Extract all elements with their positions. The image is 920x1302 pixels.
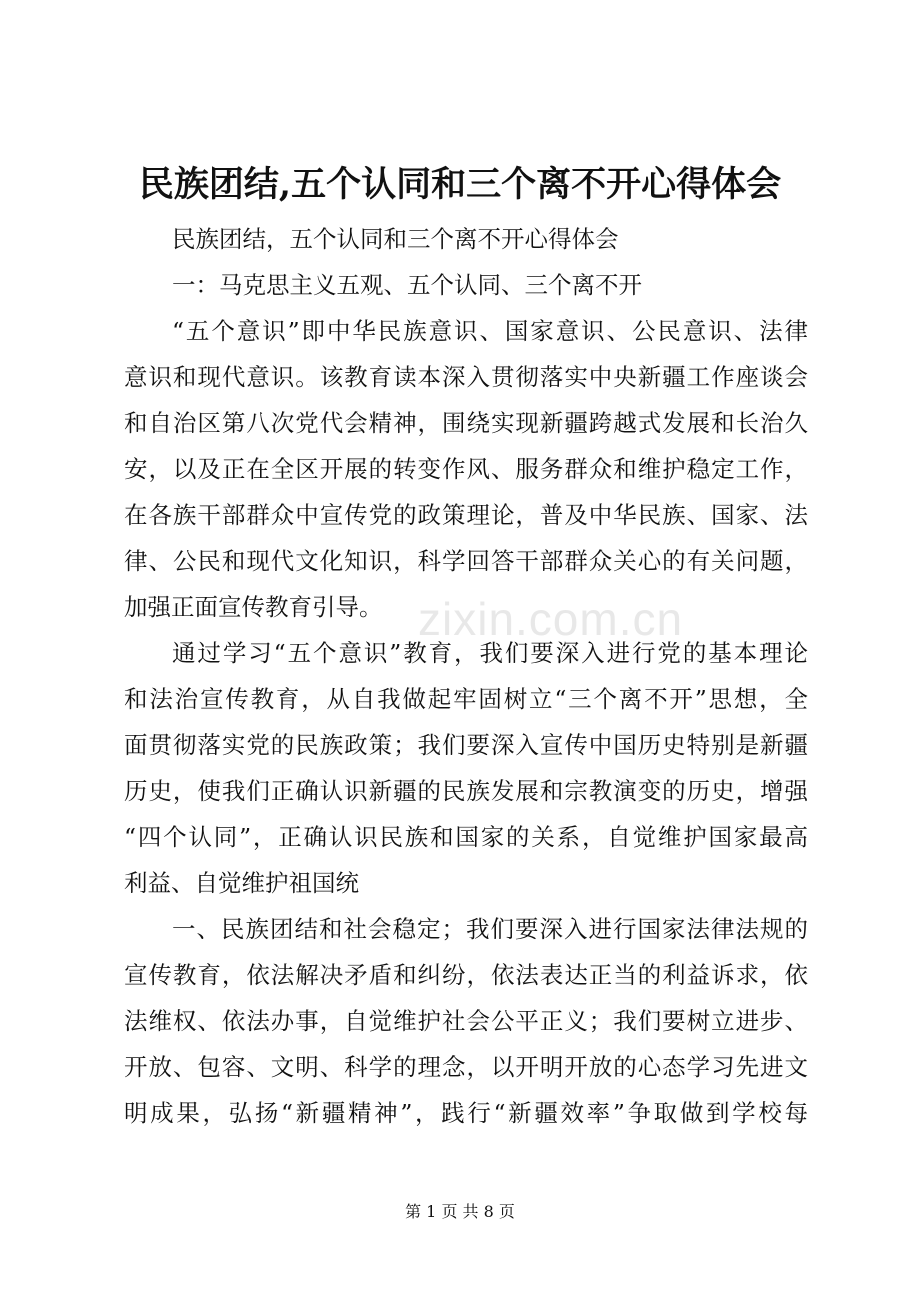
- body-line: 和自治区第八次党代会精神，围绕实现新疆跨越式发展和长治久: [124, 409, 808, 437]
- body-line: 法维权、依法办事，自觉维护社会公平正义；我们要树立进步、: [124, 1007, 808, 1035]
- body-line: 利益、自觉维护祖国统: [124, 869, 359, 897]
- body-line: 明成果，弘扬“新疆精神”，践行“新疆效率”争取做到学校每: [124, 1099, 808, 1127]
- body-line: 律、公民和现代文化知识，科学回答干部群众关心的有关问题，: [124, 547, 808, 575]
- page-footer: 第 1 页 共 8 页: [405, 1202, 515, 1221]
- body-line: 意识和现代意识。该教育读本深入贯彻落实中央新疆工作座谈会: [124, 363, 808, 391]
- body-line: 民族团结，五个认同和三个离不开心得体会: [172, 225, 619, 253]
- body-line: 宣传教育，依法解决矛盾和纠纷，依法表达正当的利益诉求，依: [124, 961, 808, 989]
- body-line: 在各族干部群众中宣传党的政策理论，普及中华民族、国家、法: [124, 501, 808, 529]
- body-line: “四个认同”，正确认识民族和国家的关系，自觉维护国家最高: [124, 823, 808, 851]
- body-line: 一、民族团结和社会稳定；我们要深入进行国家法律法规的: [172, 915, 808, 943]
- document-title: 民族团结,五个认同和三个离不开心得体会: [138, 164, 782, 205]
- document-body: [124, 216, 808, 1136]
- watermark: zixin.com.cn: [418, 593, 684, 645]
- body-line: 通过学习“五个意识”教育，我们要深入进行党的基本理论: [172, 639, 808, 667]
- body-line: 加强正面宣传教育引导。: [124, 593, 383, 621]
- body-line: 和法治宣传教育，从自我做起牢固树立“三个离不开”思想，全: [124, 685, 808, 713]
- body-line: 面贯彻落实党的民族政策；我们要深入宣传中国历史特别是新疆: [124, 731, 808, 759]
- body-line: 历史，使我们正确认识新疆的民族发展和宗教演变的历史，增强: [124, 777, 808, 805]
- section-heading: 一：马克思主义五观、五个认同、三个离不开: [172, 271, 642, 299]
- body-line: 开放、包容、文明、科学的理念，以开明开放的心态学习先进文: [124, 1053, 808, 1081]
- body-line: 安，以及正在全区开展的转变作风、服务群众和维护稳定工作，: [124, 455, 808, 483]
- body-line: “五个意识”即中华民族意识、国家意识、公民意识、法律: [172, 317, 808, 345]
